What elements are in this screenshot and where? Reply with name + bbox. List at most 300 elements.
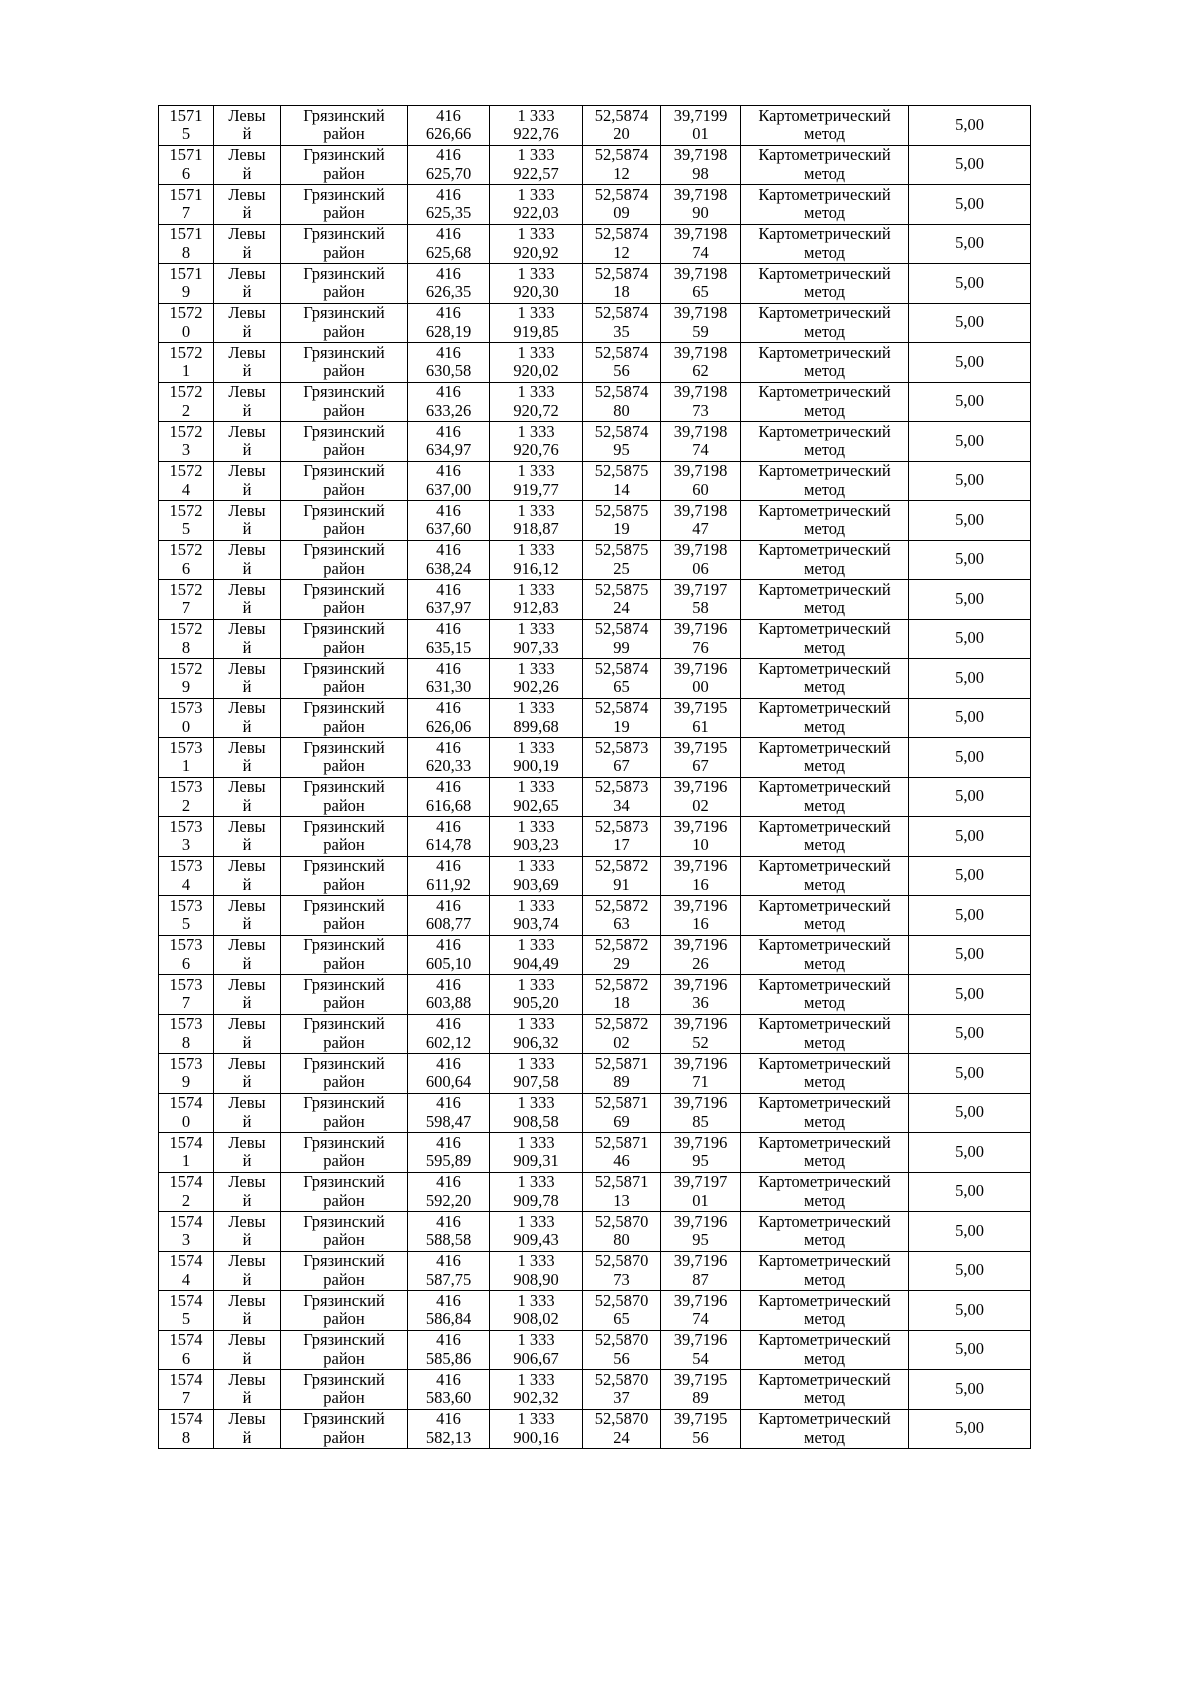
district-name-cell <box>281 185 408 225</box>
side: Левый <box>228 1369 266 1408</box>
accuracy-value: 5,00 <box>955 391 984 411</box>
coordinate-x: 416 628,19 <box>425 303 472 341</box>
accuracy-value-cell <box>909 817 1031 857</box>
coordinate-y: 1 333 909,78 <box>513 1172 559 1210</box>
coordinate-y-cell <box>490 738 583 778</box>
longitude-cell <box>661 1330 741 1370</box>
side: Левый <box>228 895 266 934</box>
district-name: Грязинский район <box>303 184 385 223</box>
longitude-cell <box>661 1409 741 1449</box>
accuracy-value-cell <box>909 1172 1031 1212</box>
accuracy-value: 5,00 <box>955 1023 984 1043</box>
latitude-cell <box>583 619 661 659</box>
side-cell <box>214 382 281 422</box>
coordinate-y-cell <box>490 580 583 620</box>
district-name-cell <box>281 501 408 541</box>
coordinate-x: 416 585,86 <box>425 1330 472 1368</box>
coordinate-y-cell <box>490 422 583 462</box>
longitude-cell <box>661 343 741 383</box>
coordinate-x-cell <box>408 185 490 225</box>
district-name-cell <box>281 777 408 817</box>
determination-method-cell <box>741 422 909 462</box>
coordinate-y-cell <box>490 461 583 501</box>
accuracy-value-cell <box>909 1330 1031 1370</box>
coordinate-y: 1 333 902,65 <box>513 777 559 815</box>
table-row <box>159 461 1031 501</box>
coordinate-x-cell <box>408 422 490 462</box>
table-row <box>159 896 1031 936</box>
district-name-cell <box>281 1133 408 1173</box>
side-cell <box>214 619 281 659</box>
accuracy-value-cell <box>909 461 1031 501</box>
coordinate-y: 1 333 909,43 <box>513 1211 559 1250</box>
accuracy-value-cell <box>909 422 1031 462</box>
table-row <box>159 303 1031 343</box>
determination-method: Картометрический метод <box>758 1330 891 1368</box>
coordinates-table <box>158 105 1031 1449</box>
longitude-cell <box>661 1014 741 1054</box>
latitude-cell <box>583 1014 661 1054</box>
coordinate-x-cell <box>408 1291 490 1331</box>
determination-method-cell <box>741 738 909 778</box>
district-name: Грязинский район <box>303 263 385 302</box>
side: Левый <box>228 658 266 697</box>
determination-method-cell <box>741 382 909 422</box>
longitude-cell <box>661 896 741 936</box>
determination-method: Картометрический метод <box>758 895 891 934</box>
accuracy-value-cell <box>909 896 1031 936</box>
coordinate-x: 416 611,92 <box>426 856 471 894</box>
determination-method: Картометрический метод <box>758 619 891 657</box>
point-number: 15730 <box>169 698 203 736</box>
side-cell <box>214 106 281 146</box>
coordinate-x: 416 630,58 <box>425 342 472 381</box>
coordinate-x-cell <box>408 619 490 659</box>
coordinate-x-cell <box>408 224 490 264</box>
district-name-cell <box>281 659 408 699</box>
coordinate-y-cell <box>490 1370 583 1410</box>
coordinate-x: 416 638,24 <box>425 540 472 578</box>
coordinate-y: 1 333 920,30 <box>513 263 559 302</box>
coordinate-x-cell <box>408 1330 490 1370</box>
side-cell <box>214 856 281 896</box>
latitude-cell <box>583 1093 661 1133</box>
point-number-cell <box>159 540 214 580</box>
district-name: Грязинский район <box>303 1409 385 1447</box>
side: Левый <box>228 461 266 499</box>
latitude: 52,587291 <box>594 856 649 894</box>
accuracy-value: 5,00 <box>955 509 984 529</box>
coordinate-x-cell <box>408 145 490 185</box>
point-number-cell <box>159 1093 214 1133</box>
side: Левый <box>228 737 266 776</box>
side: Левый <box>228 1014 266 1052</box>
table-row <box>159 185 1031 225</box>
determination-method-cell <box>741 106 909 146</box>
coordinate-y: 1 333 912,83 <box>513 579 559 618</box>
accuracy-value: 5,00 <box>955 588 984 608</box>
accuracy-value-cell <box>909 501 1031 541</box>
coordinate-y: 1 333 900,16 <box>513 1409 559 1447</box>
longitude-cell <box>661 382 741 422</box>
accuracy-value: 5,00 <box>955 549 984 569</box>
longitude-cell <box>661 1093 741 1133</box>
coordinate-y-cell <box>490 1251 583 1291</box>
coordinate-y: 1 333 920,92 <box>513 224 559 262</box>
district-name-cell <box>281 540 408 580</box>
side: Левый <box>228 224 266 262</box>
table-row <box>159 106 1031 146</box>
coordinate-x: 416 582,13 <box>425 1409 472 1447</box>
coordinate-x: 416 587,75 <box>425 1251 472 1289</box>
point-number-cell <box>159 1133 214 1173</box>
longitude: 39,719602 <box>673 777 728 815</box>
determination-method-cell <box>741 777 909 817</box>
accuracy-value: 5,00 <box>955 1299 984 1319</box>
side: Левый <box>228 816 266 855</box>
latitude-cell <box>583 975 661 1015</box>
determination-method-cell <box>741 540 909 580</box>
coordinate-y-cell <box>490 1212 583 1252</box>
accuracy-value-cell <box>909 1014 1031 1054</box>
coordinate-x: 416 625,70 <box>425 145 472 183</box>
coordinate-y: 1 333 906,67 <box>513 1330 559 1368</box>
district-name: Грязинский район <box>303 1014 385 1052</box>
determination-method-cell <box>741 1172 909 1212</box>
coordinate-x: 416 602,12 <box>425 1014 472 1052</box>
determination-method: Картометрический метод <box>758 1014 891 1052</box>
accuracy-value: 5,00 <box>955 1141 984 1161</box>
coordinate-x: 416 588,58 <box>425 1211 472 1250</box>
longitude: 39,719874 <box>673 224 728 262</box>
coordinate-x: 416 633,26 <box>425 382 472 420</box>
longitude: 39,719847 <box>673 500 728 539</box>
district-name: Грязинский район <box>303 1172 385 1210</box>
coordinate-x: 416 625,68 <box>425 224 472 262</box>
side-cell <box>214 896 281 936</box>
point-number: 15746 <box>169 1330 203 1368</box>
table-row <box>159 145 1031 185</box>
side: Левый <box>228 105 266 144</box>
longitude: 39,719898 <box>673 145 728 183</box>
accuracy-value: 5,00 <box>955 707 984 727</box>
accuracy-value: 5,00 <box>955 1220 984 1240</box>
accuracy-value: 5,00 <box>955 351 984 371</box>
longitude-cell <box>661 106 741 146</box>
longitude-cell <box>661 145 741 185</box>
side: Левый <box>228 263 266 302</box>
accuracy-value-cell <box>909 975 1031 1015</box>
point-number: 15744 <box>169 1251 203 1289</box>
accuracy-value: 5,00 <box>955 1260 984 1280</box>
coordinate-x-cell <box>408 1212 490 1252</box>
district-name-cell <box>281 382 408 422</box>
accuracy-value: 5,00 <box>955 272 984 292</box>
determination-method-cell <box>741 1133 909 1173</box>
longitude: 39,719687 <box>673 1251 728 1289</box>
point-number-cell <box>159 1251 214 1291</box>
coordinate-y: 1 333 903,69 <box>513 856 559 894</box>
coordinate-y-cell <box>490 185 583 225</box>
coordinate-y: 1 333 909,31 <box>513 1132 559 1171</box>
latitude-cell <box>583 1370 661 1410</box>
latitude-cell <box>583 264 661 304</box>
determination-method-cell <box>741 935 909 975</box>
determination-method: Картометрический метод <box>758 105 891 144</box>
point-number-cell <box>159 975 214 1015</box>
longitude: 39,719758 <box>673 579 728 618</box>
district-name: Грязинский район <box>303 342 385 381</box>
coordinate-y: 1 333 919,85 <box>513 303 559 341</box>
accuracy-value-cell <box>909 856 1031 896</box>
point-number-cell <box>159 817 214 857</box>
latitude-cell <box>583 185 661 225</box>
determination-method-cell <box>741 185 909 225</box>
longitude: 39,719556 <box>673 1409 728 1447</box>
side: Левый <box>228 777 266 815</box>
side-cell <box>214 738 281 778</box>
coordinate-x-cell <box>408 1054 490 1094</box>
point-number-cell <box>159 343 214 383</box>
coordinate-x-cell <box>408 343 490 383</box>
longitude-cell <box>661 422 741 462</box>
longitude-cell <box>661 777 741 817</box>
table-row <box>159 817 1031 857</box>
table-row <box>159 1133 1031 1173</box>
table-row <box>159 1330 1031 1370</box>
point-number: 15741 <box>169 1132 203 1171</box>
latitude: 52,587229 <box>594 935 649 973</box>
district-name: Грязинский район <box>303 856 385 894</box>
coordinate-x: 416 631,30 <box>425 658 472 697</box>
district-name: Грязинский район <box>303 224 385 262</box>
determination-method: Картометрический метод <box>758 1053 891 1092</box>
coordinate-y: 1 333 902,26 <box>513 658 559 697</box>
latitude-cell <box>583 145 661 185</box>
longitude: 39,719865 <box>673 263 728 302</box>
latitude: 52,587435 <box>594 303 649 341</box>
coordinate-y: 1 333 920,76 <box>513 421 559 460</box>
coordinate-x-cell <box>408 501 490 541</box>
district-name: Грязинский район <box>303 1132 385 1171</box>
longitude: 39,719636 <box>673 974 728 1013</box>
coordinate-x: 416 583,60 <box>425 1369 472 1408</box>
district-name-cell <box>281 303 408 343</box>
point-number-cell <box>159 185 214 225</box>
side-cell <box>214 422 281 462</box>
longitude: 39,719695 <box>673 1132 728 1171</box>
coordinate-x-cell <box>408 106 490 146</box>
coordinate-x: 416 626,35 <box>425 263 472 302</box>
accuracy-value-cell <box>909 145 1031 185</box>
longitude: 39,719701 <box>673 1172 728 1210</box>
longitude-cell <box>661 1251 741 1291</box>
district-name-cell <box>281 975 408 1015</box>
determination-method-cell <box>741 1291 909 1331</box>
coordinate-x: 416 605,10 <box>425 935 472 973</box>
determination-method: Картометрический метод <box>758 461 891 499</box>
point-number: 15716 <box>169 145 203 183</box>
coordinate-y-cell <box>490 382 583 422</box>
longitude-cell <box>661 224 741 264</box>
side-cell <box>214 264 281 304</box>
accuracy-value-cell <box>909 106 1031 146</box>
district-name-cell <box>281 264 408 304</box>
point-number: 15719 <box>169 263 203 302</box>
longitude: 39,719616 <box>673 895 728 934</box>
coordinate-x: 416 616,68 <box>425 777 472 815</box>
district-name-cell <box>281 106 408 146</box>
latitude-cell <box>583 777 661 817</box>
coordinate-y: 1 333 922,03 <box>513 184 559 223</box>
point-number-cell <box>159 1054 214 1094</box>
coordinate-y-cell <box>490 1093 583 1133</box>
coordinate-x: 416 626,66 <box>425 105 472 144</box>
district-name: Грязинский район <box>303 421 385 460</box>
determination-method: Картометрический метод <box>758 1093 891 1131</box>
longitude: 39,719654 <box>673 1330 728 1368</box>
determination-method-cell <box>741 1370 909 1410</box>
accuracy-value-cell <box>909 698 1031 738</box>
accuracy-value-cell <box>909 619 1031 659</box>
coordinate-y-cell <box>490 106 583 146</box>
latitude: 52,587456 <box>594 342 649 381</box>
side-cell <box>214 185 281 225</box>
table-row <box>159 1370 1031 1410</box>
coordinate-y: 1 333 916,12 <box>513 540 559 578</box>
determination-method: Картометрический метод <box>758 1172 891 1210</box>
coordinate-x-cell <box>408 659 490 699</box>
determination-method-cell <box>741 896 909 936</box>
point-number: 15738 <box>169 1014 203 1052</box>
district-name: Грязинский район <box>303 619 385 657</box>
accuracy-value: 5,00 <box>955 628 984 648</box>
longitude-cell <box>661 619 741 659</box>
determination-method: Картометрический метод <box>758 382 891 420</box>
point-number: 15733 <box>169 816 203 855</box>
district-name: Грязинский район <box>303 1211 385 1250</box>
coordinate-y-cell <box>490 343 583 383</box>
district-name-cell <box>281 1212 408 1252</box>
determination-method: Картометрический метод <box>758 737 891 776</box>
determination-method: Картометрический метод <box>758 1409 891 1447</box>
district-name-cell <box>281 1014 408 1054</box>
latitude-cell <box>583 303 661 343</box>
coordinate-y: 1 333 922,57 <box>513 145 559 183</box>
coordinate-x: 416 600,64 <box>425 1053 472 1092</box>
accuracy-value: 5,00 <box>955 746 984 766</box>
side: Левый <box>228 579 266 618</box>
district-name: Грязинский район <box>303 145 385 183</box>
coordinate-x-cell <box>408 817 490 857</box>
coordinate-y-cell <box>490 1014 583 1054</box>
point-number: 15745 <box>169 1290 203 1329</box>
longitude: 39,719626 <box>673 935 728 973</box>
longitude-cell <box>661 501 741 541</box>
accuracy-value-cell <box>909 343 1031 383</box>
longitude-cell <box>661 303 741 343</box>
latitude: 52,587317 <box>594 816 649 855</box>
coordinate-y-cell <box>490 935 583 975</box>
latitude-cell <box>583 580 661 620</box>
point-number-cell <box>159 1172 214 1212</box>
point-number-cell <box>159 461 214 501</box>
determination-method: Картометрический метод <box>758 777 891 815</box>
accuracy-value-cell <box>909 1133 1031 1173</box>
longitude: 39,719873 <box>673 382 728 420</box>
accuracy-value: 5,00 <box>955 786 984 806</box>
coordinate-y: 1 333 907,33 <box>513 619 559 657</box>
side-cell <box>214 343 281 383</box>
latitude: 52,587514 <box>594 461 649 499</box>
coordinate-y-cell <box>490 817 583 857</box>
side: Левый <box>228 619 266 657</box>
coordinate-y: 1 333 922,76 <box>513 105 559 144</box>
side: Левый <box>228 1132 266 1171</box>
latitude-cell <box>583 1330 661 1370</box>
determination-method: Картометрический метод <box>758 421 891 460</box>
determination-method-cell <box>741 343 909 383</box>
point-number: 15720 <box>169 303 203 341</box>
latitude: 52,587056 <box>594 1330 649 1368</box>
point-number: 15747 <box>169 1369 203 1408</box>
latitude: 52,587409 <box>594 184 649 223</box>
latitude: 52,587524 <box>594 579 649 618</box>
district-name: Грязинский район <box>303 540 385 578</box>
side-cell <box>214 145 281 185</box>
point-number: 15740 <box>169 1093 203 1131</box>
point-number-cell <box>159 1014 214 1054</box>
point-number: 15748 <box>169 1409 203 1447</box>
accuracy-value-cell <box>909 580 1031 620</box>
determination-method: Картометрический метод <box>758 540 891 578</box>
accuracy-value: 5,00 <box>955 470 984 490</box>
determination-method-cell <box>741 659 909 699</box>
point-number-cell <box>159 1409 214 1449</box>
side: Левый <box>228 342 266 381</box>
latitude: 52,587037 <box>594 1369 649 1408</box>
point-number: 15735 <box>169 895 203 934</box>
table-row <box>159 1251 1031 1291</box>
district-name: Грязинский район <box>303 895 385 934</box>
longitude: 39,719600 <box>673 658 728 697</box>
latitude-cell <box>583 935 661 975</box>
side-cell <box>214 1093 281 1133</box>
point-number-cell <box>159 659 214 699</box>
determination-method-cell <box>741 1014 909 1054</box>
point-number: 15717 <box>169 184 203 223</box>
point-number: 15727 <box>169 579 203 618</box>
district-name-cell <box>281 422 408 462</box>
determination-method-cell <box>741 1251 909 1291</box>
side: Левый <box>228 382 266 420</box>
coordinate-y: 1 333 899,68 <box>513 698 559 736</box>
point-number-cell <box>159 264 214 304</box>
accuracy-value-cell <box>909 303 1031 343</box>
longitude: 39,719806 <box>673 540 728 578</box>
district-name-cell <box>281 1172 408 1212</box>
determination-method-cell <box>741 619 909 659</box>
coordinate-y: 1 333 908,90 <box>513 1251 559 1289</box>
longitude-cell <box>661 1212 741 1252</box>
side-cell <box>214 501 281 541</box>
district-name-cell <box>281 738 408 778</box>
latitude-cell <box>583 501 661 541</box>
latitude-cell <box>583 659 661 699</box>
coordinate-x-cell <box>408 777 490 817</box>
determination-method-cell <box>741 1054 909 1094</box>
latitude: 52,587519 <box>594 500 649 539</box>
